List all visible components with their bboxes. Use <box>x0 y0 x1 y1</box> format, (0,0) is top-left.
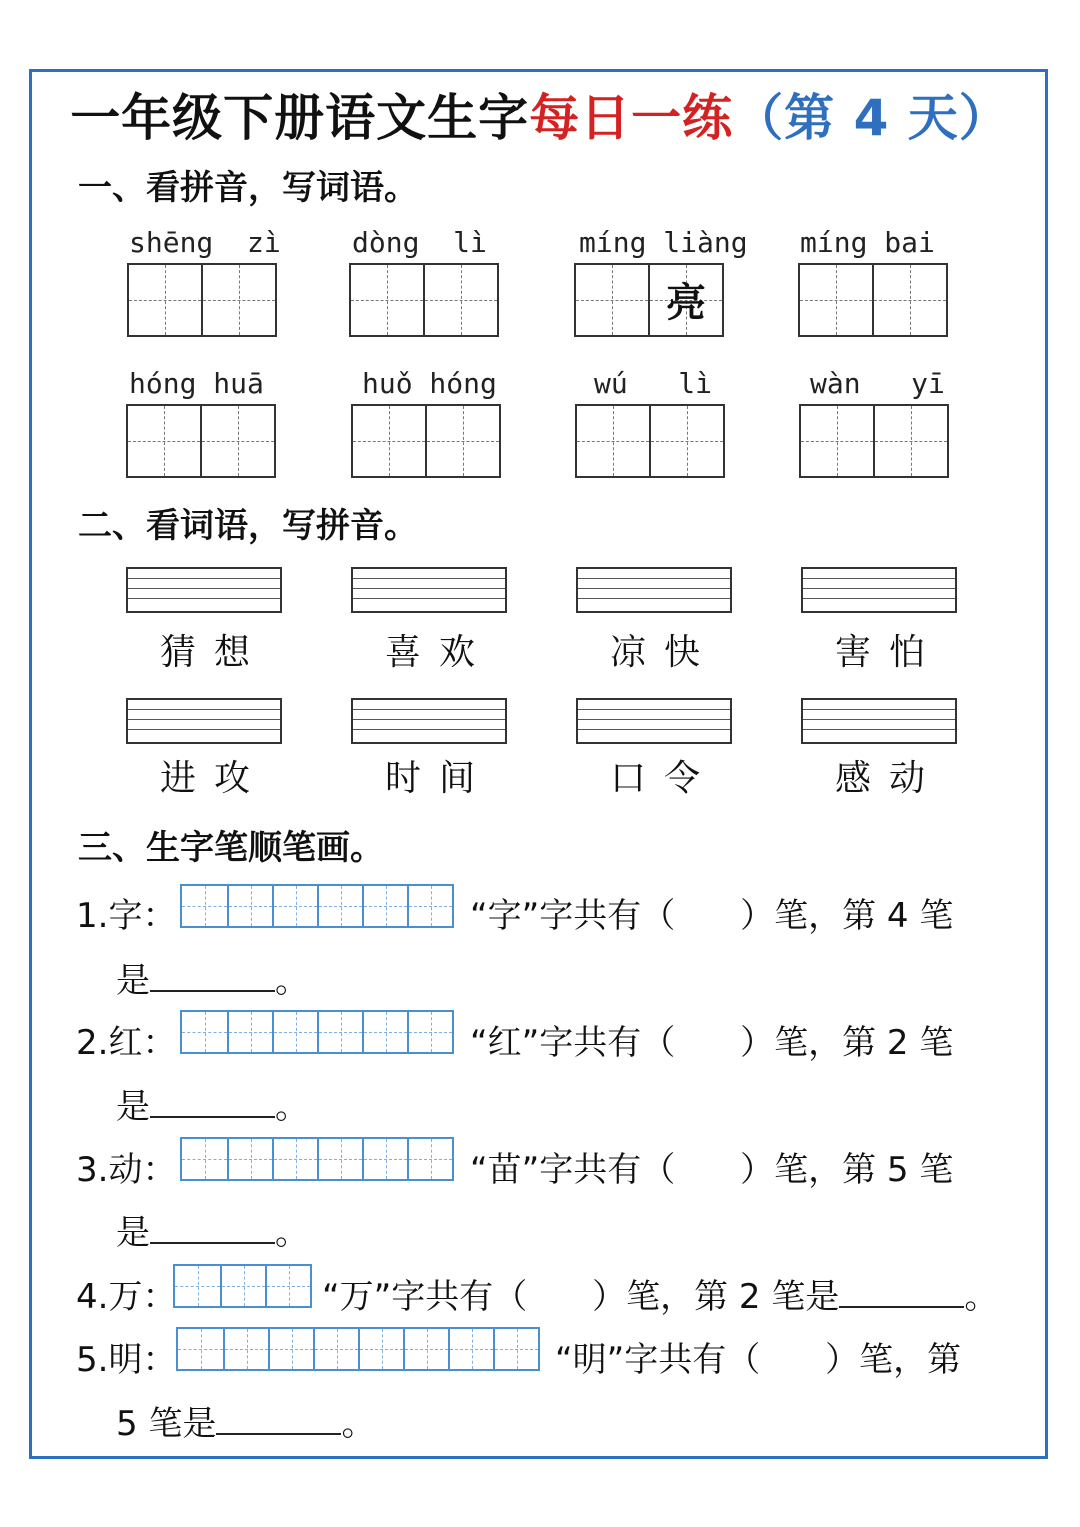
stroke-order-grid[interactable] <box>180 884 454 928</box>
question-label: 5.明： <box>76 1340 177 1380</box>
pinyin-writing-lines[interactable] <box>126 698 282 744</box>
tianzige-box[interactable] <box>127 263 277 337</box>
tianzige-cell[interactable] <box>129 265 201 335</box>
tianzige-box[interactable] <box>574 263 724 337</box>
stroke-order-grid[interactable] <box>180 1010 454 1054</box>
pinyin-label: hóng huā <box>129 367 264 400</box>
tianzige-cell[interactable] <box>201 265 275 335</box>
question-label: 2.红： <box>76 1023 177 1063</box>
pinyin-label: dòng lì <box>352 226 487 259</box>
tianzige-cell[interactable] <box>577 406 649 476</box>
pinyin-label: míng bai <box>800 226 935 259</box>
tianzige-box[interactable] <box>351 404 501 478</box>
word-label: 喜欢 <box>384 632 493 673</box>
tianzige-box[interactable] <box>126 404 276 478</box>
pinyin-label: huǒ hóng <box>362 367 497 400</box>
pinyin-label: wàn yī <box>810 367 945 400</box>
section-2-heading: 二、看词语，写拼音。 <box>78 506 418 546</box>
word-label: 进攻 <box>159 758 268 799</box>
tianzige-cell[interactable] <box>800 265 872 335</box>
title-highlight: 每日一练 <box>529 89 734 147</box>
word-label: 凉快 <box>609 632 718 673</box>
tianzige-cell[interactable] <box>801 406 873 476</box>
stroke-order-grid[interactable] <box>176 1327 540 1371</box>
title-main: 一年级下册语文生字 <box>70 89 530 147</box>
answer-blank[interactable] <box>839 1276 964 1308</box>
pinyin-writing-lines[interactable] <box>801 567 957 613</box>
answer-line[interactable]: 是 。 <box>116 961 309 1001</box>
section-3-heading: 三、生字笔顺笔画。 <box>78 828 384 868</box>
title-day: （第 4 天） <box>733 89 1010 147</box>
tianzige-cell[interactable] <box>423 265 497 335</box>
word-label: 感动 <box>834 758 943 799</box>
word-label: 时间 <box>384 758 493 799</box>
question-label: 3.动： <box>76 1150 177 1190</box>
tianzige-cell[interactable] <box>649 406 723 476</box>
answer-blank[interactable] <box>150 960 275 992</box>
word-label: 猜想 <box>159 632 268 673</box>
pinyin-writing-lines[interactable] <box>126 567 282 613</box>
tianzige-box[interactable] <box>349 263 499 337</box>
question-text: “红”字共有（ ）笔，第 2 笔 <box>470 1023 954 1063</box>
pinyin-label: míng liàng <box>579 226 748 259</box>
question-text: “字”字共有（ ）笔，第 4 笔 <box>470 896 954 936</box>
tianzige-cell[interactable] <box>200 406 274 476</box>
tianzige-cell[interactable] <box>351 265 423 335</box>
pinyin-writing-lines[interactable] <box>351 567 507 613</box>
question-text: “苗”字共有（ ）笔，第 5 笔 <box>470 1150 954 1190</box>
section-1-heading: 一、看拼音，写词语。 <box>78 168 418 208</box>
pinyin-label: wú lì <box>594 367 713 400</box>
answer-line[interactable]: 是 。 <box>116 1213 309 1253</box>
answer-blank[interactable] <box>150 1212 275 1244</box>
answer-blank[interactable] <box>216 1403 341 1435</box>
tianzige-cell[interactable] <box>128 406 200 476</box>
answer-blank[interactable] <box>150 1086 275 1118</box>
tianzige-cell[interactable] <box>425 406 499 476</box>
word-label: 口令 <box>609 758 718 799</box>
tianzige-box[interactable] <box>575 404 725 478</box>
pinyin-label: shēng zì <box>129 226 281 259</box>
question-text: “明”字共有（ ）笔，第 <box>555 1340 962 1380</box>
question-label: 1.字： <box>76 896 177 936</box>
pinyin-writing-lines[interactable] <box>576 698 732 744</box>
pinyin-writing-lines[interactable] <box>576 567 732 613</box>
tianzige-cell[interactable] <box>576 265 648 335</box>
stroke-order-grid[interactable] <box>180 1137 454 1181</box>
tianzige-cell[interactable] <box>353 406 425 476</box>
tianzige-box[interactable] <box>798 263 948 337</box>
pinyin-writing-lines[interactable] <box>801 698 957 744</box>
question-text: “万”字共有（ ）笔，第 2 笔是 。 <box>322 1277 999 1317</box>
tianzige-box[interactable] <box>799 404 949 478</box>
answer-line[interactable]: 5 笔是 。 <box>116 1404 376 1444</box>
page-title <box>0 78 1080 150</box>
tianzige-cell[interactable] <box>873 406 947 476</box>
tianzige-cell-prefilled: 亮 <box>648 265 722 335</box>
question-label: 4.万： <box>76 1277 177 1317</box>
pinyin-writing-lines[interactable] <box>351 698 507 744</box>
answer-line[interactable]: 是 。 <box>116 1087 309 1127</box>
word-label: 害怕 <box>834 632 943 673</box>
stroke-order-grid[interactable] <box>173 1264 312 1308</box>
tianzige-cell[interactable] <box>872 265 946 335</box>
